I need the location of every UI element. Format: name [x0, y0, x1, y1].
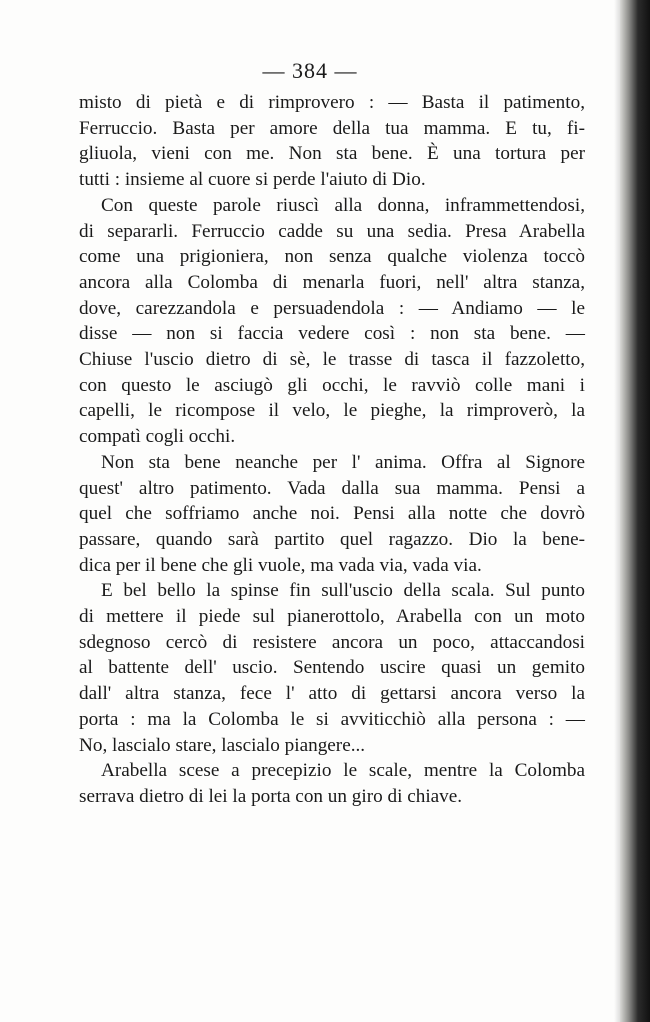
text-line: serrava dietro di lei la porta con un giro di chiave.: [79, 785, 463, 807]
paragraph-3: [79, 450, 585, 579]
text-line: passare, quando sarà partito quel ragazzo. Dio la bene-: [79, 528, 585, 550]
text-line: di mettere il piede sul pianerottolo, Arabella con un moto: [79, 606, 585, 628]
text-line: gliuola, vieni con me. Non sta bene. È una tortura per: [79, 143, 585, 165]
body-text: [79, 90, 585, 810]
text-line: come una prigioniera, non senza qualche violenza toccò: [79, 246, 585, 268]
text-line: tutti : insieme al cuore si perde l'aiuto di Dio.: [79, 169, 426, 191]
text-line: dove, carezzandola e persuadendola : — Andiamo — le: [79, 297, 585, 319]
paragraph-2: [79, 193, 585, 450]
page-number: — 384 —: [262, 58, 358, 83]
text-line: Chiuse l'uscio dietro di sè, le trasse di tasca il fazzoletto,: [79, 349, 585, 371]
text-line: con questo le asciugò gli occhi, le ravviò colle mani i: [79, 374, 585, 396]
text-line: dica per il bene che gli vuole, ma vada via, vada via.: [79, 554, 482, 576]
text-line: al battente dell' uscio. Sentendo uscire quasi un gemito: [79, 657, 585, 679]
text-line: Non sta bene neanche per l' anima. Offra al Signore: [101, 451, 585, 473]
text-line: misto di pietà e di rimprovero : — Basta il patimento,: [79, 92, 585, 113]
text-line: E bel bello la spinse fin sull'uscio della scala. Sul punto: [101, 580, 585, 602]
text-line: ancora alla Colomba di menarla fuori, nell' altra stanza,: [79, 271, 585, 293]
text-line: disse — non si faccia vedere così : non sta bene. —: [79, 323, 585, 345]
text-line: Con queste parole riuscì alla donna, inframmettendosi,: [101, 194, 585, 216]
book-spine-edge: [620, 0, 650, 1022]
text-line: quel che soffriamo anche noi. Pensi alla notte che dovrò: [79, 503, 585, 525]
text-line: Arabella scese a precepizio le scale, mentre la Colomba: [101, 760, 585, 782]
text-line: capelli, le ricompose il velo, le pieghe, la rimproverò, la: [79, 400, 585, 422]
paragraph-4: [79, 578, 585, 758]
text-line: quest' altro patimento. Vada dalla sua mamma. Pensi a: [79, 477, 585, 499]
text-line: sdegnoso cercò di resistere ancora un poco, attaccandosi: [79, 631, 585, 653]
text-line: dall' altra stanza, fece l' atto di gettarsi ancora verso la: [79, 683, 585, 705]
text-line: compatì cogli occhi.: [79, 426, 236, 448]
text-line: porta : ma la Colomba le si avviticchiò alla persona : —: [79, 708, 585, 730]
text-line: di separarli. Ferruccio cadde su una sedia. Presa Arabella: [79, 220, 585, 242]
paragraph-5: [79, 758, 585, 809]
paragraph-1: [79, 90, 585, 193]
text-line: Ferruccio. Basta per amore della tua mamma. E tu, fi-: [79, 117, 585, 139]
text-line: No, lascialo stare, lascialo piangere...: [79, 734, 366, 756]
